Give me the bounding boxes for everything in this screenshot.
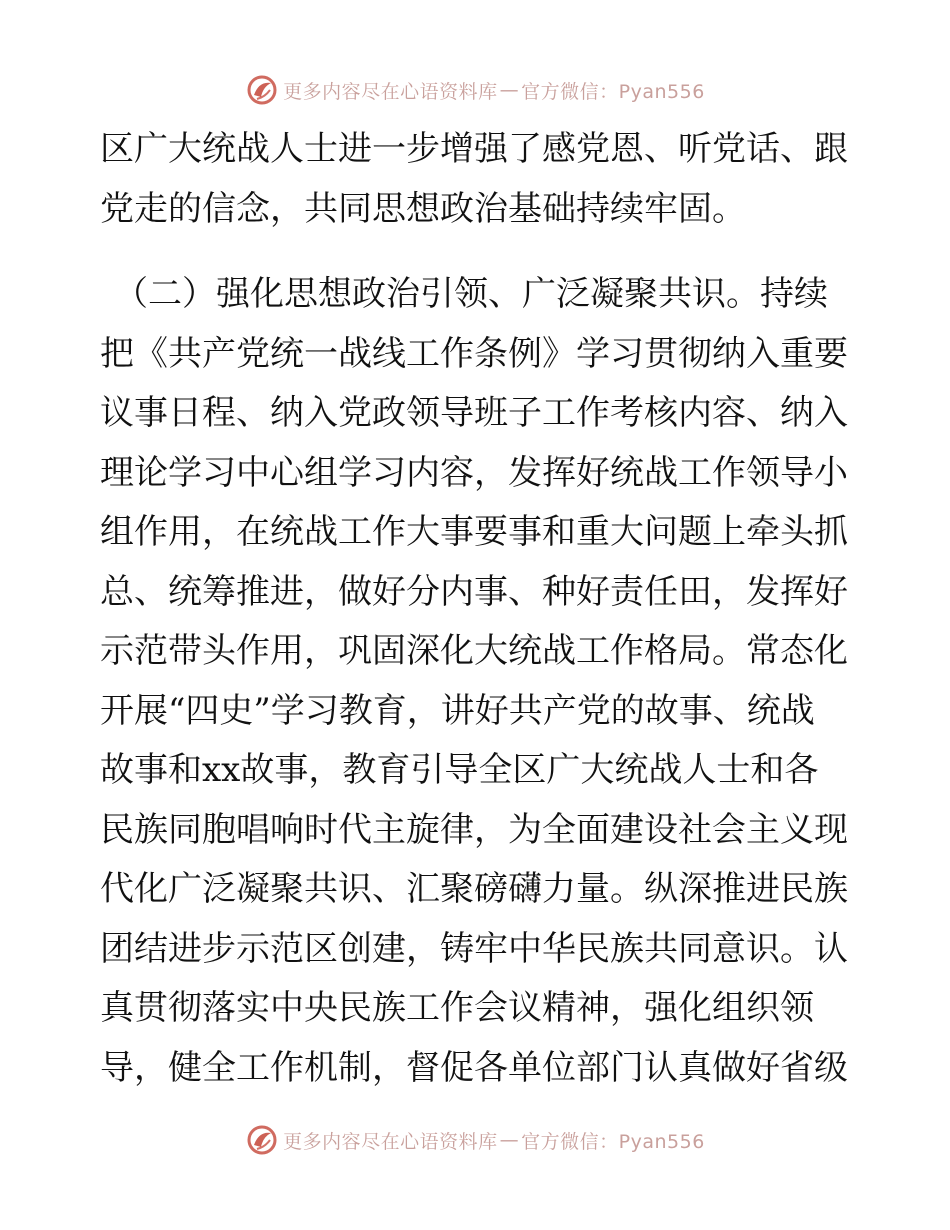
text-line: 组作用，在统战工作大事要事和重大问题上牵头抓: [100, 512, 848, 552]
text-line: 民族同胞唱响时代主旋律，为全面建设社会主义现: [100, 809, 848, 850]
footer-watermark: [0, 1120, 950, 1160]
header-watermark: [0, 70, 950, 110]
text-line: 代化广泛凝聚共识、汇聚磅礴力量。纵深推进民族: [100, 869, 848, 909]
text-line: 理论学习中心组学习内容，发挥好统战工作领导小: [100, 452, 848, 493]
section-heading-line: （二）强化思想政治引领、广泛凝聚共识。持续: [114, 274, 828, 314]
watermark-text: 更多内容尽在心语资料库: [283, 80, 498, 103]
text-line: 议事日程、纳入党政领导班子工作考核内容、纳入: [100, 393, 848, 433]
text-line: 团结进步示范区创建，铸牢中华民族共同意识。认: [100, 928, 848, 969]
red-swirl-logo-icon: [245, 1123, 279, 1157]
watermark-contact: 官方微信：Pyan556: [521, 80, 705, 103]
text-line: 把《共产党统一战线工作条例》学习贯彻纳入重要: [100, 333, 848, 374]
text-line: 总、统筹推进，做好分内事、种好责任田，发挥好: [100, 571, 848, 612]
watermark-contact: 官方微信：Pyan556: [521, 1130, 705, 1153]
watermark-text: 更多内容尽在心语资料库: [283, 1130, 498, 1153]
text-line: 开展“四史”学习教育，讲好共产党的故事、统战: [100, 690, 815, 731]
watermark-separator: —: [499, 1129, 520, 1151]
watermark-separator: —: [499, 79, 520, 101]
text-line: 区广大统战人士进一步增强了感党恩、听党话、跟: [100, 129, 848, 169]
document-body: [100, 120, 850, 1088]
text-line: 党走的信念，共同思想政治基础持续牢固。: [100, 188, 746, 229]
paragraph-gap: [100, 239, 850, 265]
text-line: 示范带头作用，巩固深化大统战工作格局。常态化: [100, 631, 848, 671]
text-line: 故事和xx故事，教育引导全区广大统战人士和各: [100, 750, 819, 790]
text-line: 真贯彻落实中央民族工作会议精神，强化组织领: [100, 988, 814, 1028]
red-swirl-logo-icon: [245, 73, 279, 107]
text-line: 导，健全工作机制，督促各单位部门认真做好省级: [100, 1047, 848, 1088]
